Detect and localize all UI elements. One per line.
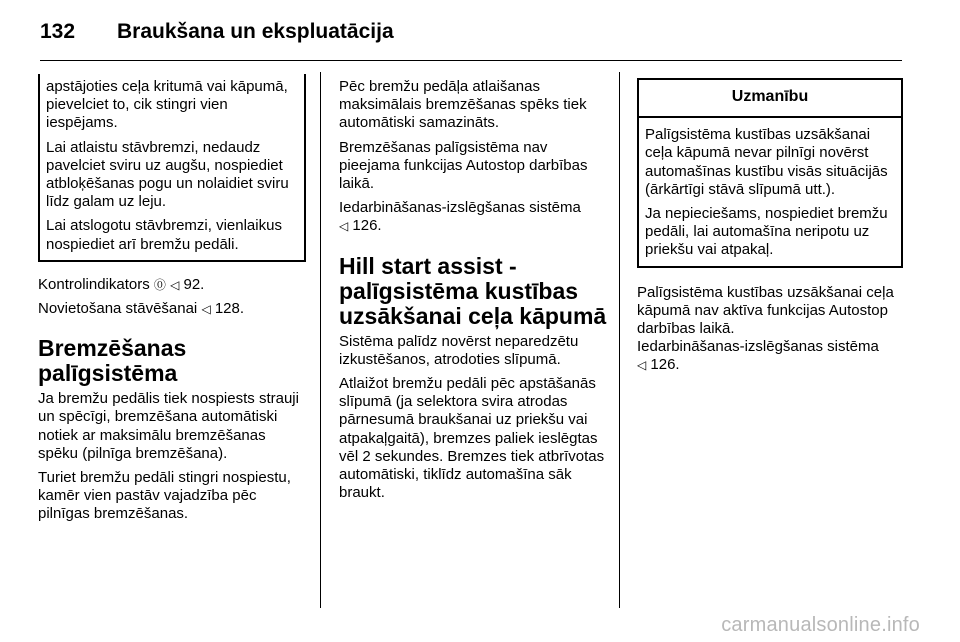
body-paragraph: Sistēma palīdz novērst neparedzētu izkustēšanos, atrodoties slīpumā. [339, 332, 579, 368]
column-3 [637, 78, 903, 381]
box-paragraph: Lai atlaistu stāvbremzi, nedaudz pavelciet sviru uz augšu, nospiediet atbloķēšanas pogu un nolaidiet sviru līdz galam uz leju. [46, 138, 289, 211]
watermark: carmanualsonline.info [721, 614, 920, 636]
parking-reference: Novietošana stāvēšanai ◁ 128. [38, 300, 245, 318]
page-header [40, 20, 902, 60]
section-heading: Bremzēšanas palīgsistēma [38, 335, 187, 387]
body-paragraph: Pēc bremžu pedāļa atlaišanas maksimālais bremzēšanas spēks tiek automātiski samazināts. [339, 78, 587, 132]
page-reference-arrow-icon: ◁ [170, 277, 180, 292]
chapter-title: Braukšana un ekspluatācija [117, 20, 394, 43]
body-paragraph: Palīgsistēma kustības uzsākšanai ceļa kāpumā nav aktīva funkcijas Autostop darbības laikā. [637, 283, 894, 338]
warning-paragraph: Palīgsistēma kustības uzsākšanai ceļa kāpumā nevar pilnīgi novērst automašīnas kustību visās situācijās (ārkārtīgi stāvā slīpumā utt.). [645, 126, 888, 198]
start-stop-reference: Iedarbināšanas-izslēgšanas sistēma ◁ 126. [339, 199, 581, 235]
column-divider [320, 72, 321, 608]
indicator-reference: Kontrolindikators ⓪ ◁ 92. [38, 275, 205, 293]
page-reference-arrow-icon: ◁ [201, 302, 211, 317]
warning-title: Uzmanību [639, 80, 901, 118]
page-reference-arrow-icon: ◁ [637, 358, 647, 373]
note-box-continued [38, 74, 306, 262]
box-paragraph: Lai atslogotu stāvbremzi, vienlaikus nospiediet arī bremžu pedāli. [46, 217, 282, 253]
column-1 [38, 78, 306, 530]
body-paragraph: Bremzēšanas palīgsistēma nav pieejama funkcijas Autostop darbības laikā. [339, 138, 588, 193]
header-rule [40, 60, 902, 61]
start-stop-reference: Iedarbināšanas-izslēgšanas sistēma ◁ 126. [637, 338, 879, 374]
body-paragraph: Ja bremžu pedālis tiek nospiests strauji un spēcīgi, bremzēšana automātiski notiek ar maksimālu bremzēšanas spēku (pilnīga bremzēšana). [38, 390, 299, 462]
box-paragraph: apstājoties ceļa kritumā vai kāpumā, pievelciet to, cik stingri vien iespējams. [46, 78, 288, 132]
body-paragraph: Atlaižot bremžu pedāli pēc apstāšanās slīpumā (ja selektora svira atrodas pārnesumā braukšanai uz priekšu vai atpakaļgaitā), bremzes paliek ieslēgtas vēl 2 sekundes. Bremzes tiek atbrīvotas automātiski, tiklīdz automašīna sāk braukt. [339, 375, 605, 502]
section-heading: Hill start assist - palīgsistēma kustības uzsākšanai ceļa kāpumā [339, 252, 607, 329]
page-number: 132 [40, 20, 76, 43]
warning-box [637, 78, 903, 268]
column-divider [619, 72, 620, 608]
brake-indicator-icon: ⓪ [153, 277, 166, 292]
body-paragraph: Turiet bremžu pedāli stingri nospiestu, kamēr vien pastāv vajadzība pēc pilnīgas bremzēšanas. [38, 469, 291, 523]
page-reference-arrow-icon: ◁ [339, 219, 349, 234]
column-2 [339, 78, 609, 508]
warning-paragraph: Ja nepieciešams, nospiediet bremžu pedāli, lai automašīna neripotu uz priekšu vai atpakaļ. [645, 205, 888, 259]
